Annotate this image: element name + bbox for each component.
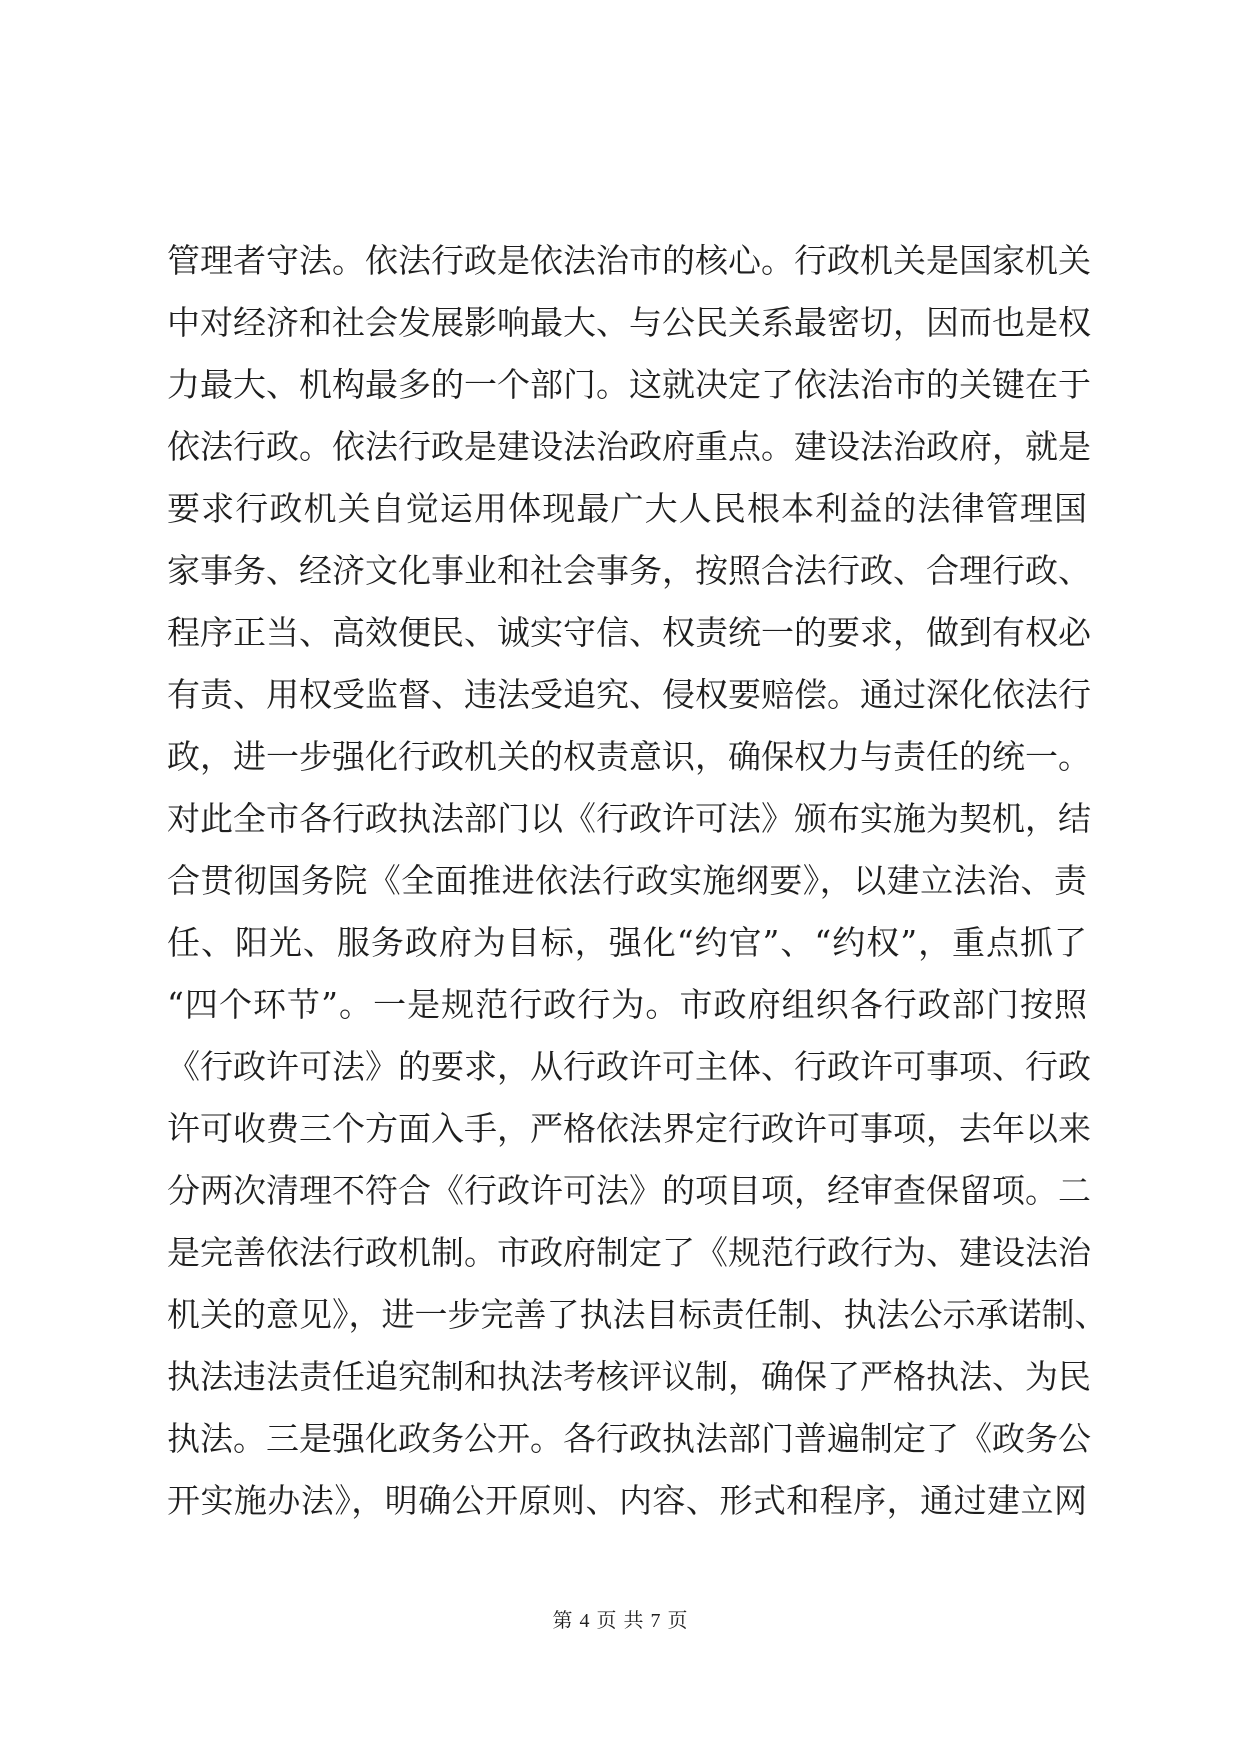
text-line: 要求行政机关自觉运用体现最广大人民根本利益的法律管理国: [167, 489, 1087, 528]
text-line: 依法行政。依法行政是建设法治政府重点。建设法治政府，就是: [167, 427, 1091, 466]
text-line: “四个环节”。一是规范行政行为。市政府组织各行政部门按照: [167, 985, 1087, 1024]
text-line: 家事务、经济文化事业和社会事务，按照合法行政、合理行政、: [167, 551, 1091, 590]
text-line: 政，进一步强化行政机关的权责意识，确保权力与责任的统一。: [167, 737, 1091, 776]
text-line: 对此全市各行政执法部门以《行政许可法》颁布实施为契机，结: [167, 799, 1091, 838]
text-line: 管理者守法。依法行政是依法治市的核心。行政机关是国家机关: [167, 241, 1091, 280]
text-line: 程序正当、高效便民、诚实守信、权责统一的要求，做到有权必: [167, 613, 1091, 652]
text-line: 开实施办法》，明确公开原则、内容、形式和程序，通过建立网: [167, 1481, 1087, 1520]
page-number-footer: 第 4 页 共 7 页: [552, 1610, 689, 1632]
body-paragraph: [167, 230, 1108, 1532]
text-line: 中对经济和社会发展影响最大、与公民关系最密切，因而也是权: [167, 303, 1091, 342]
text-line: 力最大、机构最多的一个部门。这就决定了依法治市的关键在于: [167, 365, 1091, 404]
text-line: 许可收费三个方面入手，严格依法界定行政许可事项，去年以来: [167, 1109, 1091, 1148]
text-line: 任、阳光、服务政府为目标，强化“约官”、“约权”，重点抓了: [167, 923, 1087, 962]
text-line: 是完善依法行政机制。市政府制定了《规范行政行为、建设法治: [167, 1233, 1091, 1272]
text-line: 有责、用权受监督、违法受追究、侵权要赔偿。通过深化依法行: [167, 675, 1091, 714]
text-line: 《行政许可法》的要求，从行政许可主体、行政许可事项、行政: [167, 1047, 1091, 1086]
text-line: 机关的意见》，进一步完善了执法目标责任制、执法公示承诺制、: [167, 1295, 1108, 1334]
text-line: 分两次清理不符合《行政许可法》的项目项，经审查保留项。二: [167, 1171, 1091, 1210]
text-line: 执法违法责任追究制和执法考核评议制，确保了严格执法、为民: [167, 1357, 1091, 1396]
text-line: 合贯彻国务院《全面推进依法行政实施纲要》，以建立法治、责: [167, 861, 1087, 900]
text-line: 执法。三是强化政务公开。各行政执法部门普遍制定了《政务公: [167, 1419, 1091, 1458]
